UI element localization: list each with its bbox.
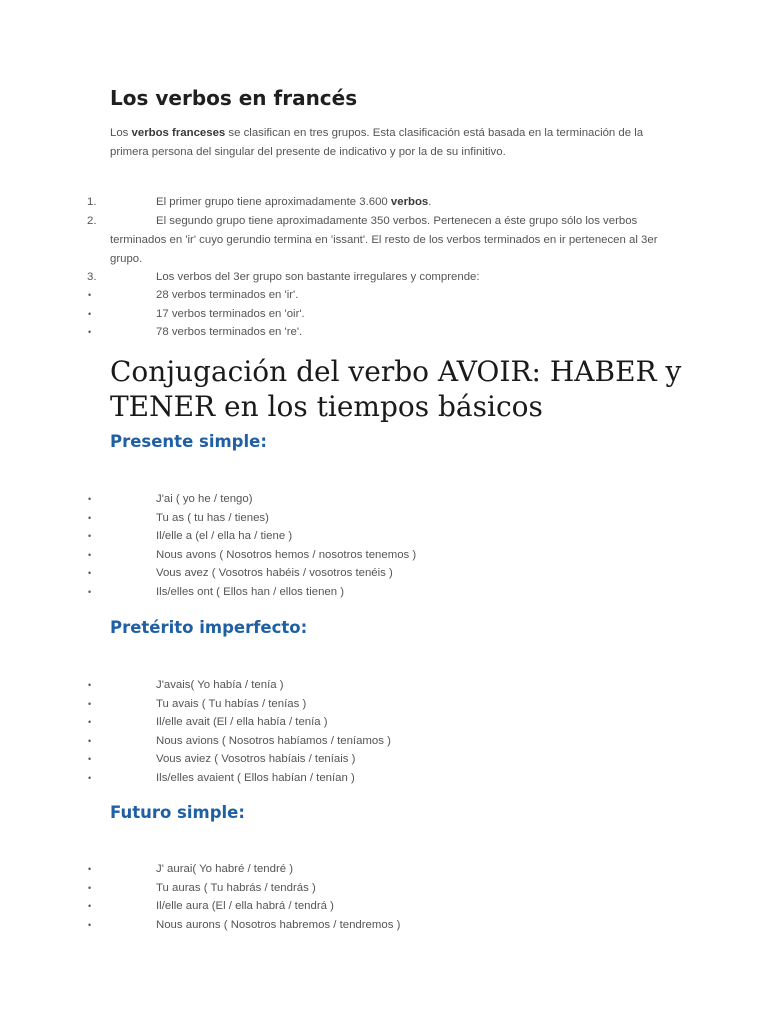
list-text: Nous aurons ( Nosotros habremos / tendremos )	[156, 918, 401, 931]
bullet-dot: •	[88, 882, 92, 893]
intro-bold: verbos franceses	[131, 127, 226, 139]
intro-prefix: Los	[110, 127, 132, 139]
future-heading: Futuro simple:	[110, 803, 245, 822]
list-text-continuation: terminados en 'ir' cuyo gerundio termina en 'issant'. El resto de los verbos terminados en ir pertenecen al 3er grupo.	[110, 234, 658, 265]
bullet-dot: •	[88, 568, 92, 579]
list-text: Tu as ( tu has / tienes)	[156, 511, 269, 524]
list-text: Il/elle aura (El / ella habrá / tendrá )	[156, 900, 334, 913]
list-text: Il/elle a (el / ella ha / tiene )	[156, 530, 293, 543]
imperfect-heading: Pretérito imperfecto:	[110, 618, 308, 637]
bullet-dot: •	[88, 549, 92, 560]
bullet-dot: •	[88, 735, 92, 746]
bullet-dot: •	[88, 494, 92, 504]
list-text: Tu auras ( Tu habrás / tendrás )	[156, 881, 316, 894]
list-number: 1.	[87, 196, 97, 208]
list-text: Vous avez ( Vosotros habéis / vosotros tenéis )	[156, 567, 393, 580]
list-text: El segundo grupo tiene aproximadamente 350 verbos. Pertenecen a éste grupo sólo los verbos	[156, 215, 638, 227]
bullet-dot: •	[88, 308, 92, 319]
list-text: Tu avais ( Tu habías / tenías )	[156, 697, 307, 710]
list-text: 78 verbos terminados en 're'.	[156, 326, 303, 338]
bullet-dot: •	[88, 754, 92, 765]
bullet-dot: •	[88, 587, 92, 597]
list-text: Ils/elles avaient ( Ellos habían / tenían )	[156, 772, 355, 784]
bullet-dot: •	[88, 864, 92, 874]
list-text: Nous avons ( Nosotros hemos / nosotros tenemos )	[156, 548, 417, 561]
list-text: Vous aviez ( Vosotros habíais / teníais )	[156, 753, 356, 766]
list-number: 3.	[87, 271, 97, 283]
list-number: 2.	[87, 215, 97, 227]
bullet-dot: •	[88, 290, 92, 300]
bullet-dot: •	[88, 512, 92, 523]
list-text: El primer grupo tiene aproximadamente 3.600 verbos.	[156, 196, 432, 208]
list-text: J'avais( Yo había / tenía )	[156, 679, 284, 691]
conjugation-title: Conjugación del verbo AVOIR: HABER y TENER en los tiempos básicos	[110, 355, 682, 423]
list-text: Il/elle avait (El / ella había / tenía )	[156, 716, 328, 729]
page-title: Los verbos en francés	[110, 86, 358, 110]
list-text: J'ai ( yo he / tengo)	[156, 493, 253, 505]
bullet-dot: •	[88, 901, 92, 912]
list-text: 17 verbos terminados en 'oir'.	[156, 307, 305, 320]
intro-paragraph	[110, 124, 666, 162]
list-text: J' aurai( Yo habré / tendré )	[156, 863, 294, 875]
intro-rest: se clasifican en tres grupos. Esta clasificación está basada en la terminación de la primera persona del singular del presente de indicativo y por la de su infinitivo.	[110, 127, 644, 158]
bullet-dot: •	[88, 919, 92, 930]
bullet-dot: •	[88, 773, 92, 783]
list-text: Ils/elles ont ( Ellos han / ellos tienen )	[156, 586, 345, 598]
present-heading: Presente simple:	[110, 432, 267, 451]
bullet-dot: •	[88, 680, 92, 690]
list-text: Los verbos del 3er grupo son bastante irregulares y comprende:	[156, 271, 480, 283]
bullet-dot: •	[88, 717, 92, 728]
bullet-dot: •	[88, 698, 92, 709]
bullet-dot: •	[88, 327, 92, 337]
list-text: Nous avions ( Nosotros habíamos / teníamos )	[156, 734, 391, 747]
bullet-dot: •	[88, 531, 92, 542]
list-text: 28 verbos terminados en 'ir'.	[156, 289, 299, 301]
